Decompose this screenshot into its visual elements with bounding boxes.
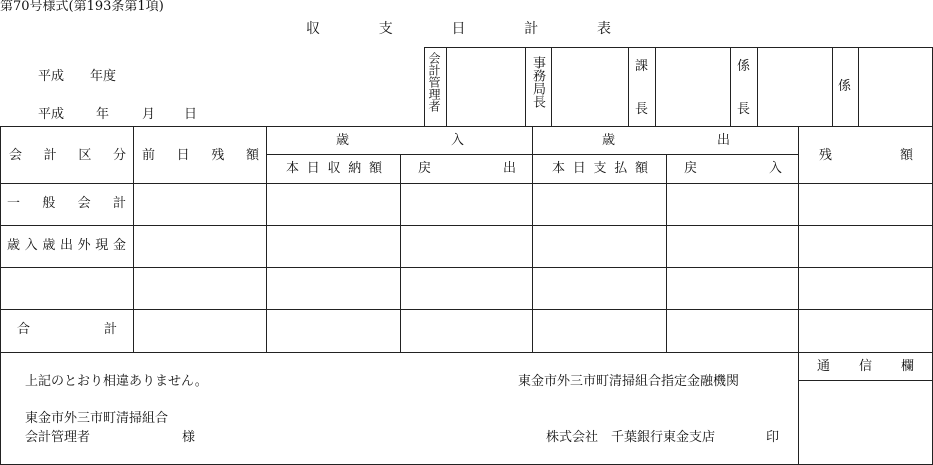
title-char: 収 bbox=[306, 21, 320, 37]
union-name: 東金市外三市町清掃組合 bbox=[25, 411, 169, 426]
fiscal-year-field: 平成 年度 bbox=[38, 69, 117, 84]
designated-financial-institution: 東金市外三市町清掃組合指定金融機関 bbox=[518, 374, 740, 389]
date-era: 平成 bbox=[38, 107, 65, 122]
page-title bbox=[306, 22, 611, 36]
form-number: 第70号様式(第193条第1項) bbox=[0, 0, 164, 14]
date-month: 月 bbox=[142, 107, 156, 122]
header-expense-refund: 戻 入 bbox=[684, 161, 782, 176]
header-account-category: 会 計 区 分 bbox=[9, 148, 126, 163]
header-revenue-today: 本 日 収 納 額 bbox=[286, 161, 382, 176]
row-label-total: 合 計 bbox=[17, 322, 117, 337]
title-char: 計 bbox=[524, 21, 539, 37]
title-char: 支 bbox=[378, 21, 393, 37]
title-char: 表 bbox=[597, 21, 611, 37]
approval-label-staff-chief: 長 bbox=[737, 102, 751, 117]
bank-name: 株式会社 千葉銀行東金支店 bbox=[546, 430, 716, 445]
approval-label-staff: 係 bbox=[838, 79, 852, 94]
date-year: 年 bbox=[96, 107, 110, 122]
approval-label-section-chief: 課 bbox=[635, 59, 649, 74]
header-balance: 残 額 bbox=[819, 148, 913, 163]
header-expense-today: 本 日 支 払 額 bbox=[552, 161, 648, 176]
addressee: 会計管理者 bbox=[25, 430, 91, 445]
title-char: 日 bbox=[451, 21, 466, 37]
row-label-outside-cash: 歳 入 歳 出 外 現 金 bbox=[7, 238, 126, 253]
approval-label-accounting-manager: 会計管理者 bbox=[427, 52, 441, 112]
approval-label-office-director: 事務局長 bbox=[530, 56, 545, 108]
honorific: 様 bbox=[182, 430, 196, 445]
approval-label-section-chief: 長 bbox=[635, 102, 649, 117]
header-revenue-refund: 戻 出 bbox=[418, 161, 516, 176]
approval-label-staff-chief: 係 bbox=[737, 59, 751, 74]
row-label-general-account: 一 般 会 計 bbox=[7, 196, 126, 211]
seal-mark: 印 bbox=[766, 430, 780, 445]
date-day: 日 bbox=[184, 107, 198, 122]
communication-column-header: 通 信 欄 bbox=[817, 359, 914, 374]
certification-statement: 上記のとおり相違ありません。 bbox=[25, 374, 208, 389]
header-previous-day-balance: 前 日 残 額 bbox=[142, 148, 259, 163]
header-expense: 歳 出 bbox=[602, 133, 730, 148]
header-revenue: 歳 入 bbox=[336, 133, 464, 148]
